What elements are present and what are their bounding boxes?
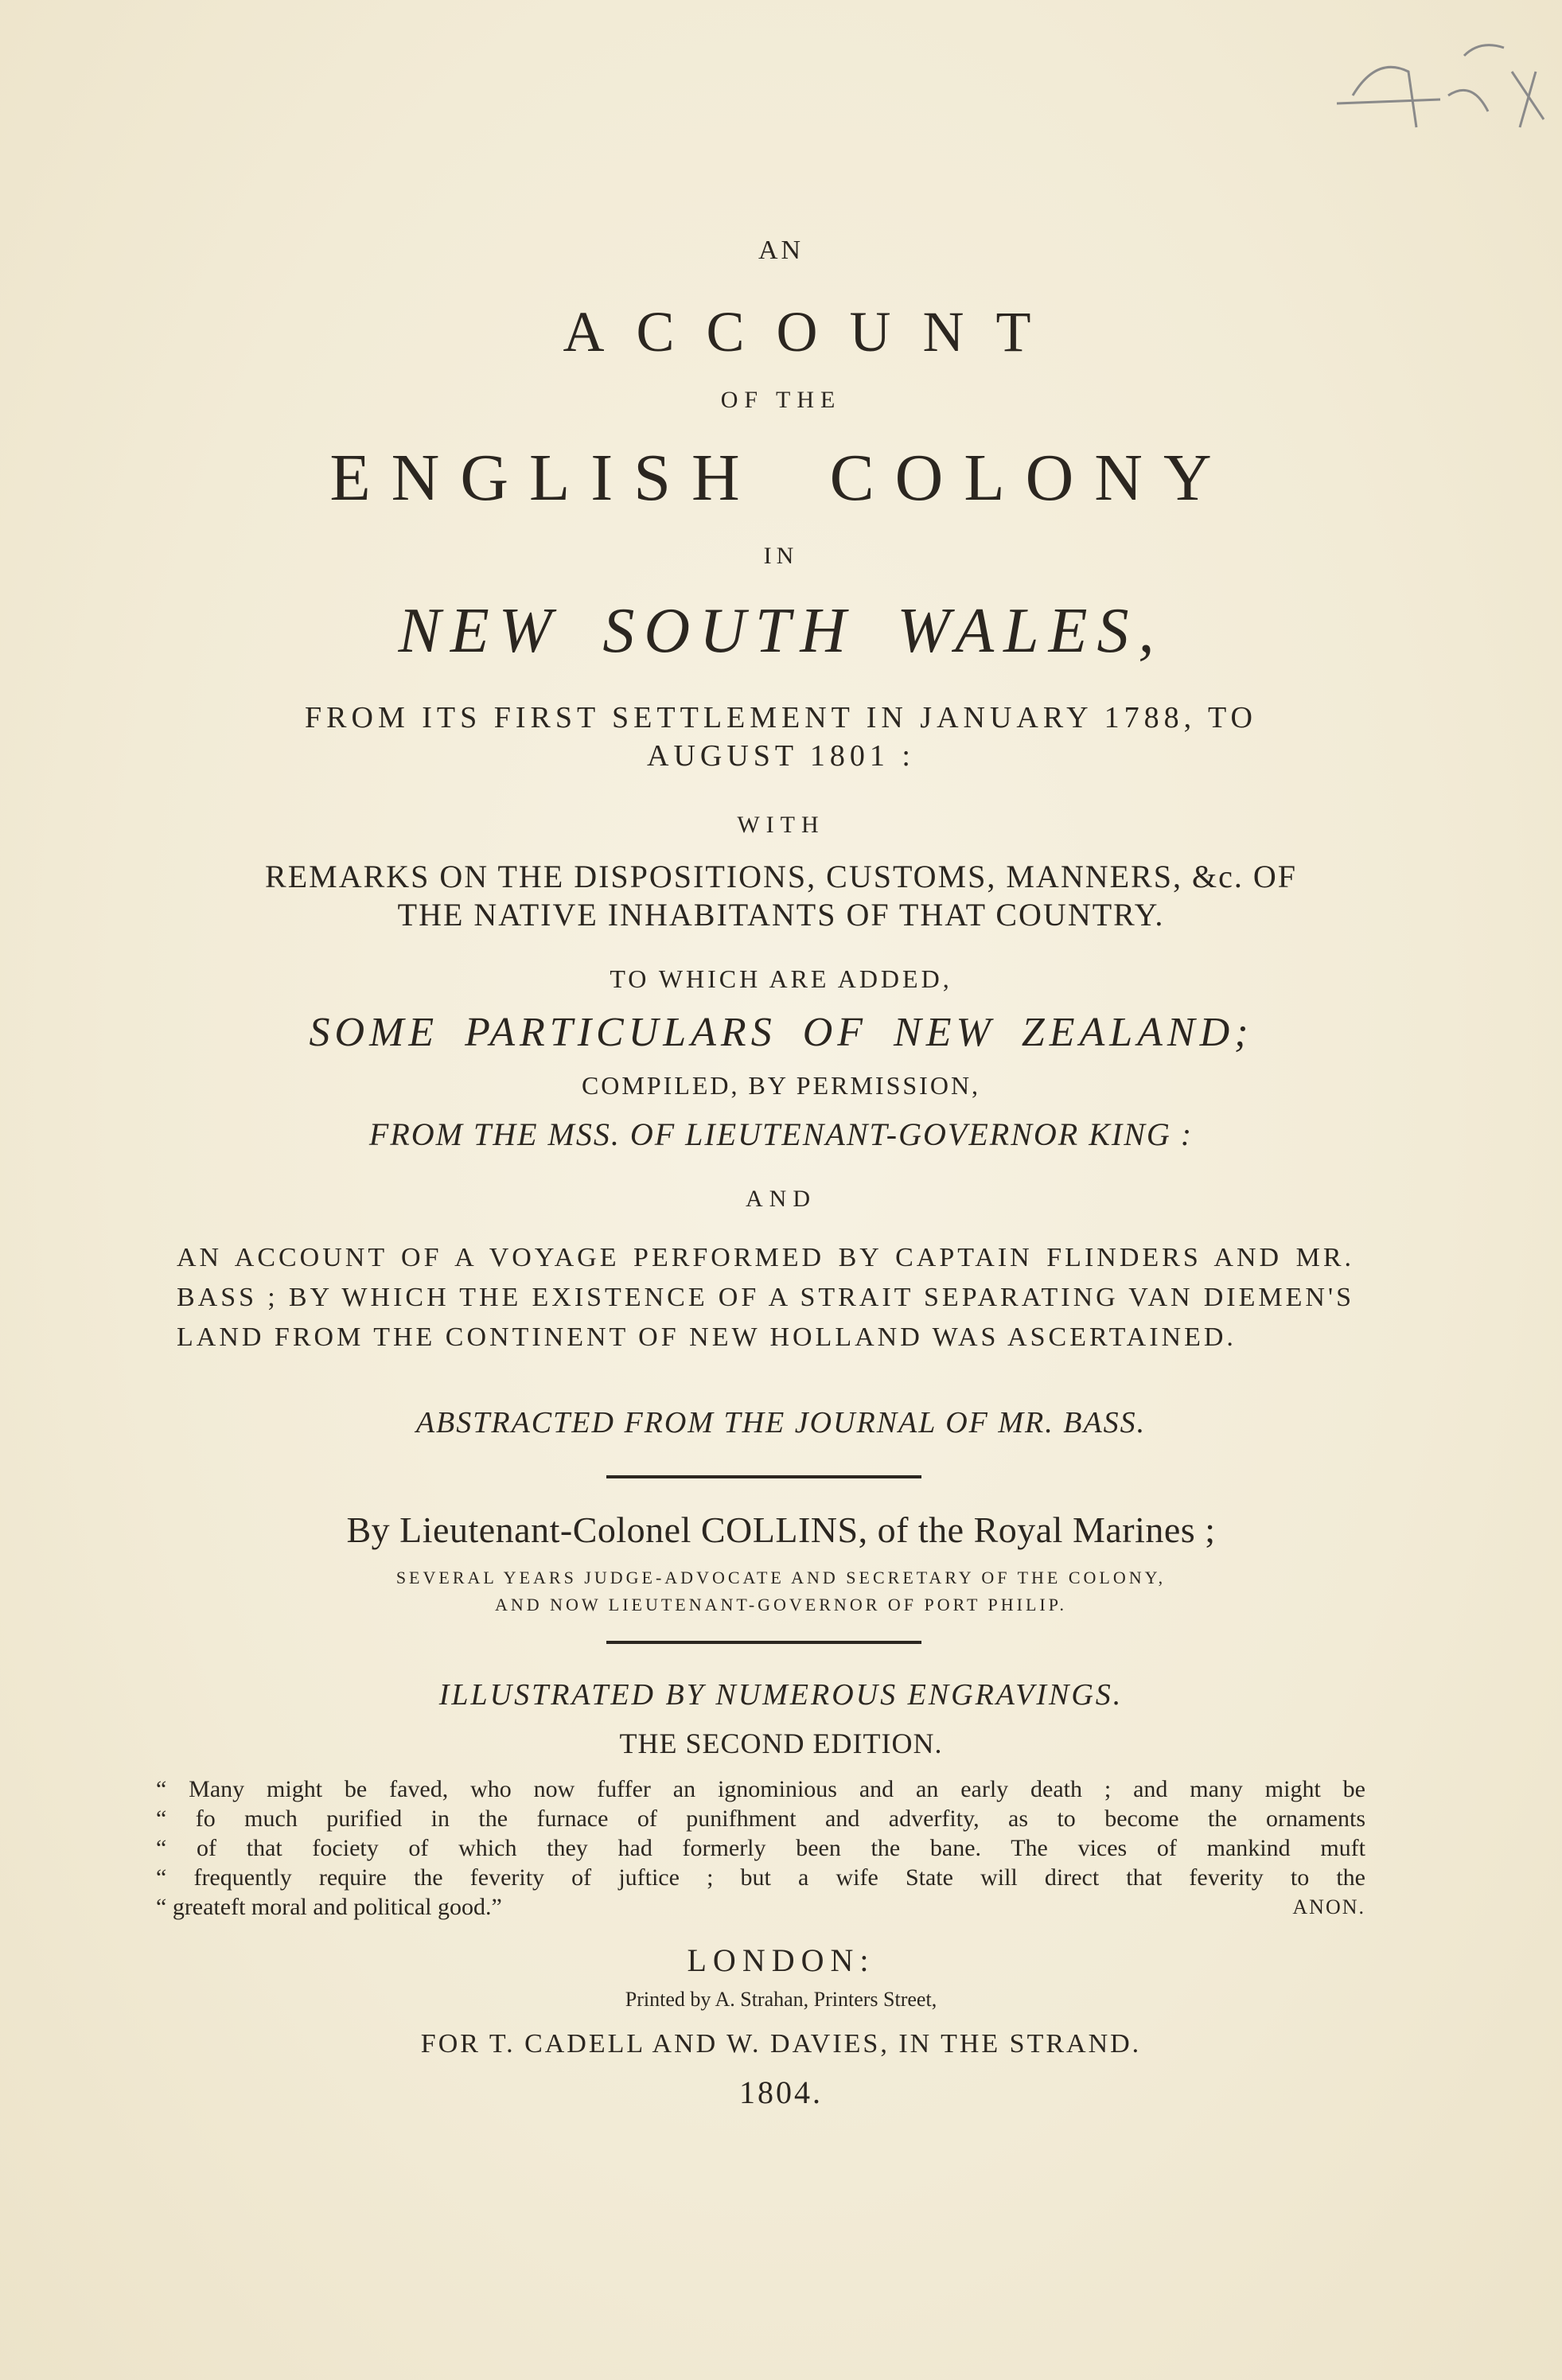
subtitle-compiled: COMPILED, BY PERMISSION, (581, 1071, 981, 1100)
imprint-printer: Printed by A. Strahan, Printers Street, (625, 1988, 937, 2011)
subtitle-from-line-2: AUGUST 1801 : (647, 739, 915, 773)
epigraph (156, 1774, 1365, 1922)
subtitle-remarks-line-2: THE NATIVE INHABITANTS OF THAT COUNTRY. (397, 897, 1165, 933)
subtitle-new-zealand: SOME PARTICULARS OF NEW ZEALAND; (309, 1010, 1253, 1055)
subtitle-remarks-line-1: REMARKS ON THE DISPOSITIONS, CUSTOMS, MANNERS, &c. OF (265, 859, 1297, 894)
imprint-year: 1804. (739, 2074, 823, 2110)
epigraph-line: “ of that fociety of which they had formerly been the bane. The vices of mankind muft (156, 1835, 1365, 1861)
subtitle-abstracted: ABSTRACTED FROM THE JOURNAL OF MR. BASS. (415, 1406, 1147, 1439)
heading-new-south-wales: NEW SOUTH WALES, (398, 596, 1164, 666)
imprint-city: LONDON: (687, 1942, 875, 1978)
author-role-line-2: AND NOW LIEUTENANT-GOVERNOR OF PORT PHILIP. (494, 1595, 1068, 1615)
edition-line: THE SECOND EDITION. (619, 1728, 943, 1759)
author-line: By Lieutenant-Colonel COLLINS, of the Royal Marines ; (346, 1509, 1216, 1550)
heading-of-the: OF THE (720, 387, 842, 413)
epigraph-line: “ fo much purified in the furnace of punifhment and adverfity, as to become the ornaments (156, 1805, 1365, 1832)
heading-in: IN (763, 543, 799, 569)
divider-rule (606, 1475, 921, 1478)
heading-an: AN (758, 236, 804, 265)
author-role-line-1: SEVERAL YEARS JUDGE-ADVOCATE AND SECRETARY OF THE COLONY, (395, 1568, 1167, 1587)
epigraph-line (156, 1892, 1365, 1922)
epigraph-last-text: “ greateft moral and political good.” (156, 1894, 502, 1920)
epigraph-attribution: ANON. (1292, 1895, 1365, 1918)
subtitle-to-which: TO WHICH ARE ADDED, (610, 964, 952, 993)
epigraph-line: “ Many might be faved, who now fuffer an ignominious and an early death ; and many might be (156, 1776, 1365, 1802)
subtitle-from-line-1: FROM ITS FIRST SETTLEMENT IN JANUARY 1788, TO (305, 701, 1257, 734)
divider-rule (606, 1641, 921, 1644)
pencil-annotation (1321, 24, 1560, 151)
epigraph-line: “ frequently require the feverity of juftice ; but a wife State will direct that feverity to the (156, 1864, 1365, 1891)
subtitle-with: WITH (737, 812, 825, 838)
heading-account: ACCOUNT (563, 300, 1063, 364)
subtitle-and: AND (746, 1186, 816, 1212)
imprint-publisher: FOR T. CADELL AND W. DAVIES, IN THE STRAND. (420, 2029, 1142, 2059)
voyage-account-paragraph: AN ACCOUNT OF A VOYAGE PERFORMED BY CAPTAIN FLINDERS AND MR. BASS ; BY WHICH THE EXISTENCE OF A STRAIT SEPARATING VAN DIEMEN'S LAND FROM THE CONTINENT OF NEW HOLLAND WAS ASCERTAINED. (177, 1243, 1354, 1352)
subtitle-from-mss: FROM THE MSS. OF LIEUTENANT-GOVERNOR KING : (368, 1116, 1194, 1152)
illustrated-line: ILLUSTRATED BY NUMEROUS ENGRAVINGS. (438, 1678, 1124, 1712)
heading-english-colony: ENGLISH COLONY (329, 441, 1233, 515)
